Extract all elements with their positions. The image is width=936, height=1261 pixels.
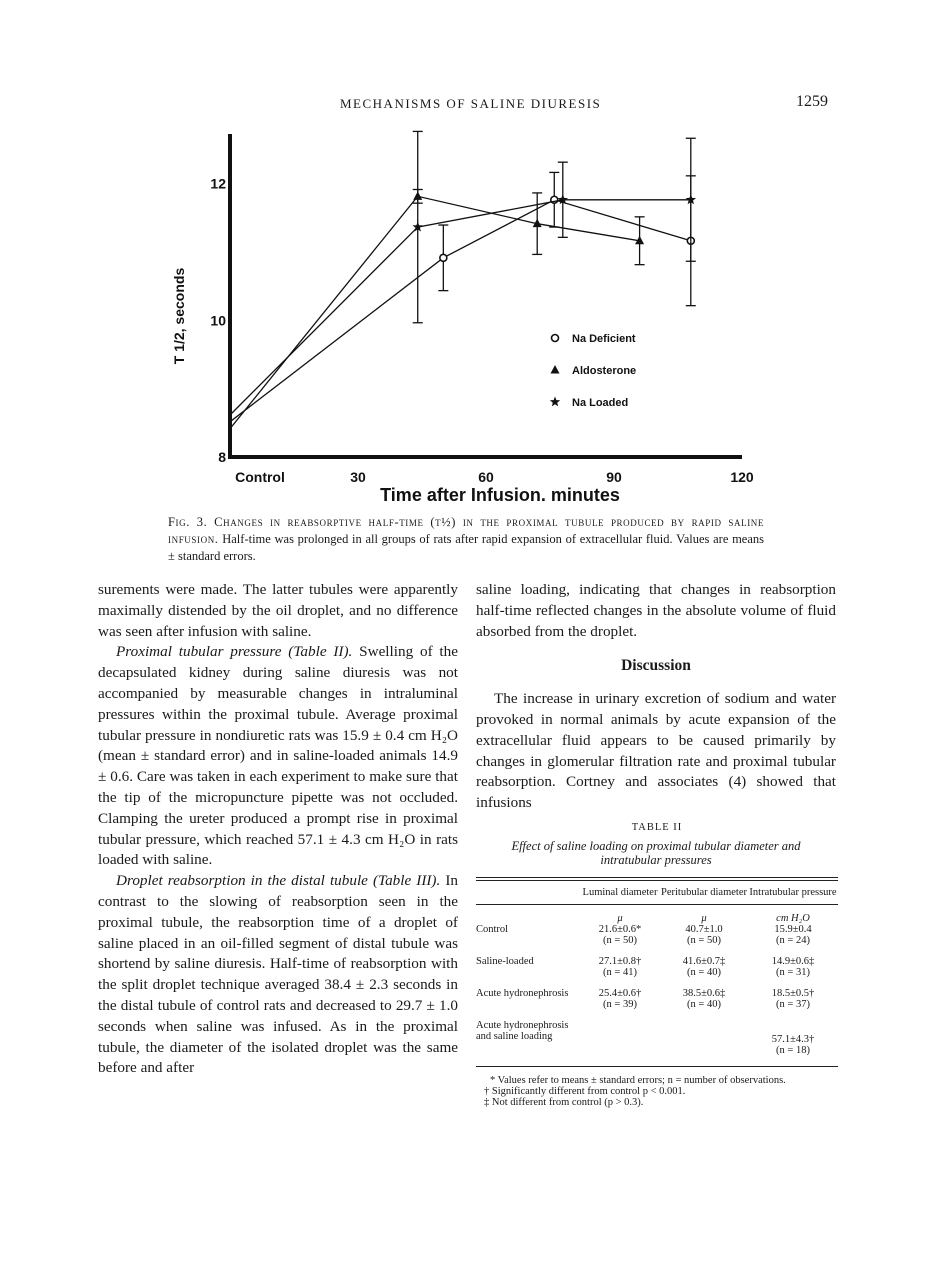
- subheading-proximal-pressure: Proximal tubular pressure (Table II).: [116, 643, 353, 661]
- row-label: Acute hydronephrosis: [476, 988, 569, 999]
- y-tick-label: 10: [210, 312, 226, 329]
- table-cell: 40.7±1.0 (n = 50): [685, 924, 723, 946]
- page-number: 1259: [796, 93, 828, 110]
- paragraph-saline-loading: saline loading, indicating that changes in reabsorption half-time reflected changes in the absolute volume of fluid absorbed from the droplet.: [476, 581, 836, 640]
- series-na-deficient: [230, 172, 696, 421]
- chart-series: [230, 131, 696, 428]
- footnote: ‡ Not different from control (p > 0.3).: [484, 1097, 644, 1108]
- legend-marker: [551, 365, 560, 374]
- table-cell: 41.6±0.7‡ (n = 40): [682, 956, 726, 978]
- table-cell: 25.4±0.6† (n = 39): [598, 988, 642, 1010]
- table-header-blank: [476, 881, 580, 905]
- table-cell: 21.6±0.6* (n = 50): [598, 924, 642, 946]
- legend-marker: [550, 397, 560, 407]
- x-axis-label: Time after Infusion. minutes: [380, 485, 620, 505]
- table-cell: 57.1±4.3† (n = 18): [771, 1034, 815, 1056]
- table-cell: [580, 1020, 660, 1066]
- table-row-hydronephrosis-saline: [476, 1020, 838, 1066]
- right-column: [476, 580, 836, 814]
- series-line: [230, 196, 640, 428]
- unit-intratubular: cm H₂O: [776, 913, 810, 924]
- x-tick-label: 30: [350, 469, 366, 485]
- subheading-distal-reabsorption: Droplet reabsorption in the distal tubule (Table III).: [116, 872, 441, 890]
- table-footnotes: [476, 1075, 838, 1108]
- legend-entry: Aldosterone: [572, 365, 637, 377]
- unit-peritubular: μ: [701, 913, 707, 924]
- paragraph-discussion: The increase in urinary excretion of sodium and water provoked in normal animals by acute expansion of the extracellular fluid appears to be caused primarily by changes in glomerular filtration rate and proximal tubular reabsorption. Cortney and associates (4) showed that infusions: [476, 690, 836, 812]
- footnote: † Significantly different from control p < 0.001.: [484, 1086, 686, 1097]
- row-label: Saline-loaded: [476, 956, 534, 967]
- data-point: [440, 254, 447, 261]
- table-grid: [476, 881, 838, 1066]
- paragraph-proximal-pressure: [98, 642, 458, 871]
- table-cell: 14.9±0.6‡ (n = 31): [771, 956, 815, 978]
- left-column: [98, 580, 458, 1079]
- y-axis-label: T 1/2, seconds: [171, 267, 187, 365]
- running-title: MECHANISMS OF SALINE DIURESIS: [340, 96, 602, 111]
- chart-axes: [210, 134, 753, 485]
- table-cell: 15.9±0.4 (n = 24): [774, 924, 812, 946]
- table-cell: 27.1±0.8† (n = 41): [598, 956, 642, 978]
- caption-text: Half-time was prolonged in all groups of rats after rapid expansion of extracellular fluid. Values are means ± standard errors.: [168, 532, 764, 563]
- row-label: Acute hydronephrosis and saline loading: [476, 1020, 569, 1042]
- x-tick-label: 90: [606, 469, 622, 485]
- x-tick-label: 60: [478, 469, 494, 485]
- table-cell: [660, 1020, 748, 1066]
- table-row-acute-hydronephrosis: [476, 988, 838, 1020]
- unit-row-blank: [476, 905, 580, 924]
- paragraph-distal-reabsorption: [98, 871, 458, 1079]
- table-bottom-rule: [476, 1066, 838, 1067]
- table-title: Effect of saline loading on proximal tubular diameter and intratubular pressures: [511, 839, 801, 867]
- unit-luminal: μ: [617, 913, 623, 924]
- table-row-saline-loaded: [476, 956, 838, 988]
- col-header-intratubular: Intratubular pressure: [749, 887, 837, 898]
- legend-entry: Na Loaded: [572, 397, 629, 409]
- table-ii: [476, 820, 838, 1108]
- col-header-luminal: Luminal diameter: [582, 887, 658, 898]
- x-tick-label: 120: [730, 469, 754, 485]
- table-label: TABLE II: [631, 822, 683, 833]
- col-header-peritubular: Peritubular diameter: [660, 887, 747, 898]
- figure-3-chart: [0, 0, 936, 512]
- chart-legend: [550, 333, 636, 409]
- y-tick-label: 12: [210, 175, 226, 192]
- section-heading-discussion: Discussion: [621, 657, 691, 675]
- legend-entry: Na Deficient: [572, 333, 636, 345]
- series-aldosterone: [230, 190, 645, 429]
- paragraph-continued: surements were made. The latter tubules were apparently maximally distended by the oil droplet, and no difference was seen after infusion with saline.: [98, 581, 458, 640]
- figure-caption: [168, 514, 764, 565]
- series-line: [230, 200, 691, 422]
- footnote: * Values refer to means ± standard errors; n = number of observations.: [490, 1075, 786, 1086]
- row-label: Control: [476, 924, 509, 935]
- table-cell: 18.5±0.5† (n = 37): [771, 988, 815, 1010]
- table-row-control: [476, 924, 838, 956]
- caption-lead: Fig. 3. Changes in reabsorptive half-time (t½) in the proximal tubule produced by rapid saline infusion.: [168, 515, 764, 546]
- x-tick-label: Control: [235, 469, 285, 485]
- series-line: [230, 200, 691, 415]
- legend-marker: [552, 335, 559, 342]
- body-proximal-pressure: Swelling of the decapsulated kidney during saline diuresis was not accompanied by measurable changes in intraluminal pressures within the proximal tubule. Average proximal tubular pressure in nondiuretic rats was 15.9 ± 0.4 cm H₂O (mean ± standard error) and in saline-loaded animals 14.9 ± 0.6. Care was taken in each experiment to make sure that the tip of the micropuncture pipette was not occluded. Clamping the ureter produced a prompt rise in proximal tubular pressure, which reached 57.1 ± 4.3 cm H₂O in rats loaded with saline.: [98, 643, 458, 869]
- y-tick-label: 8: [218, 449, 226, 465]
- body-distal-reabsorption: In contrast to the slowing of reabsorption seen in the proximal tubule, the reabsorption time of a droplet of saline placed in an oil-filled segment of distal tubule was shortend by saline diuresis. Half-time of reabsorption with the split droplet technique averaged 38.4 ± 2.3 seconds in the distal tubule of control rats and decreased to 29.7 ± 1.0 seconds when saline was infused. As in the proximal tubule, the diameter of the isolated droplet was the same before and after: [98, 872, 458, 1077]
- table-cell: 38.5±0.6‡ (n = 40): [682, 988, 726, 1010]
